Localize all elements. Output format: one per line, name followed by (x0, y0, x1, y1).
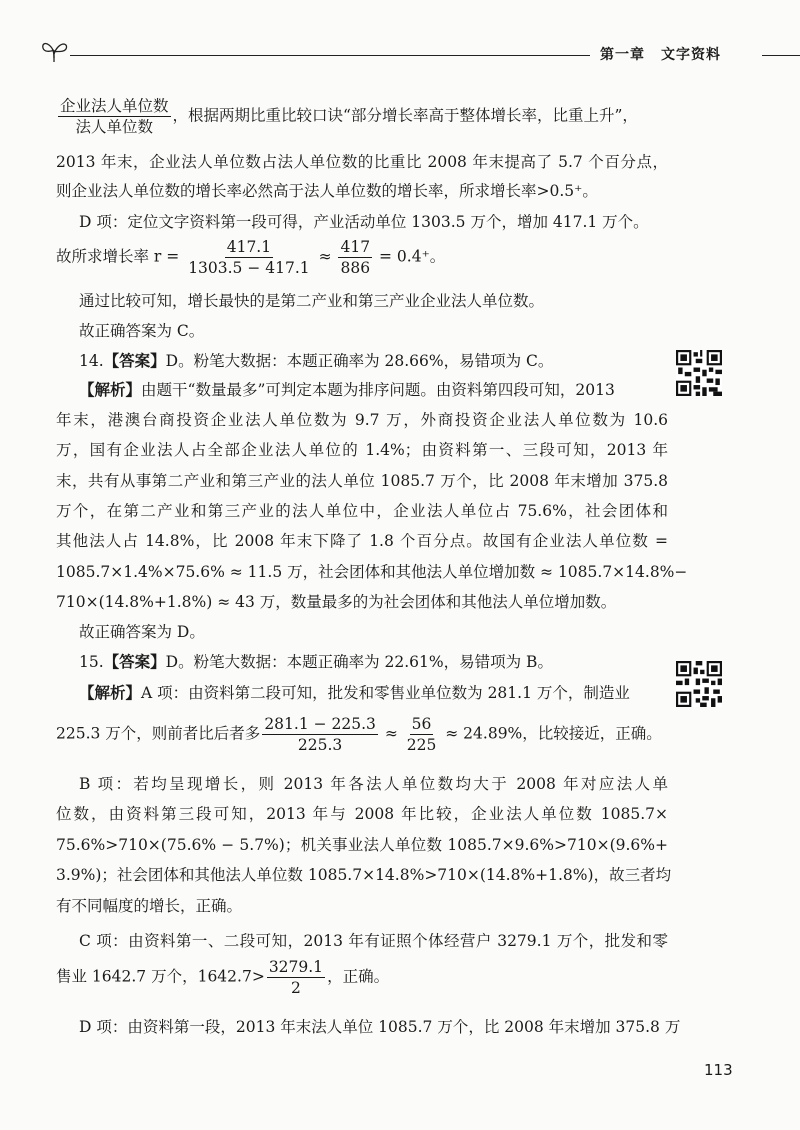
qr-code-icon (676, 350, 722, 396)
text-line: 则企业法人单位数的增长率必然高于法人单位数的增长率，所求增长率>0.5⁺。 (56, 182, 598, 200)
text-line: 位数，由资料第三段可知，2013 年与 2008 年比较，企业法人单位数 1085.7× (56, 805, 668, 823)
numerator: 281.1 − 225.3 (264, 715, 376, 733)
text-line: 3.9%)；社会团体和其他法人单位数 1085.7×14.8%>710×(14.8%+1.8%)，故三者均 (56, 866, 672, 884)
sprout-icon (40, 36, 70, 66)
chapter-label: 第一章 (600, 47, 645, 63)
fraction (262, 714, 378, 755)
fraction (186, 237, 311, 278)
denominator: 225.3 (297, 736, 343, 754)
page-number: 113 (704, 1061, 733, 1079)
analysis-tag: 【解析】 (79, 381, 142, 399)
text: = 0.4⁺。 (374, 247, 446, 266)
numerator: 3279.1 (268, 958, 324, 976)
text-line: 末，共有从事第二产业和第三产业的法人单位 1085.7 万个，比 2008 年末增加 375.8 (56, 472, 668, 490)
fraction (405, 714, 439, 755)
text-line: 年末，港澳台商投资企业法人单位数为 9.7 万，外商投资企业法人单位数为 10.6 (56, 411, 668, 429)
denominator: 886 (340, 259, 371, 277)
text-line: 1085.7×1.4%×75.6% ≈ 11.5 万，社会团体和其他法人单位增加数 ≈ 1085.7×14.8%− (56, 563, 688, 581)
formula-line (56, 957, 389, 998)
numerator: 56 (411, 715, 432, 733)
header-rule-left (70, 55, 590, 56)
numerator: 417 (340, 238, 371, 256)
text: ，根据两期比重比较口诀“部分增长率高于整体增长率，比重上升”， (172, 106, 638, 125)
numerator: 417.1 (226, 238, 272, 256)
question-number: 15. (79, 653, 104, 671)
text: A 项：由资料第二段可知，批发和零售业单位数为 281.1 万个，制造业 (141, 684, 630, 702)
text: D。粉笔大数据：本题正确率为 28.66%，易错项为 C。 (165, 352, 554, 370)
formula-line (56, 237, 445, 278)
qr-code-icon (676, 661, 722, 707)
text-line: 有不同幅度的增长，正确。 (56, 897, 243, 915)
text: ≈ 24.89%，比较接近，正确。 (440, 724, 662, 743)
denominator: 法人单位数 (75, 118, 154, 136)
denominator: 225 (406, 736, 437, 754)
text: ≈ (379, 724, 403, 743)
chapter-title (600, 44, 737, 64)
text-line: 万个，在第二产业和第三产业的法人单位中，企业法人单位占 75.6%，社会团体和 (56, 502, 668, 520)
answer-tag: 【答案】 (103, 352, 166, 370)
formula-line (56, 714, 662, 755)
text-line (56, 96, 638, 137)
analysis-tag: 【解析】 (79, 684, 142, 702)
fraction (338, 237, 372, 278)
denominator: 1303.5 − 417.1 (188, 259, 310, 277)
analysis-line (79, 379, 615, 401)
page-header (40, 36, 785, 66)
text: D。粉笔大数据：本题正确率为 22.61%，易错项为 B。 (165, 653, 553, 671)
text-line: 710×(14.8%+1.8%) ≈ 43 万，数量最多的为社会团体和其他法人单位增加数。 (56, 593, 617, 611)
text-line: 通过比较可知，增长最快的是第二产业和第三产业企业法人单位数。 (79, 292, 545, 310)
question-number: 14. (79, 352, 104, 370)
fraction (58, 96, 171, 137)
text-line: 75.6%>710×(75.6% − 5.7%)；机关事业法人单位数 1085.7×9.6%>710×(9.6%+ (56, 836, 668, 854)
answer-line (79, 350, 553, 372)
denominator: 2 (291, 979, 301, 997)
text-line: D 项：定位文字资料第一段可得，产业活动单位 1303.5 万个，增加 417.1 万个。 (79, 213, 649, 231)
text: ≈ (313, 247, 337, 266)
text-line: B 项：若均呈现增长，则 2013 年各法人单位数均大于 2008 年对应法人单 (79, 775, 668, 793)
text: 售业 1642.7 万个，1642.7> (56, 967, 265, 986)
text-line: 故正确答案为 C。 (79, 322, 205, 340)
text: 由题干“数量最多”可判定本题为排序问题。由资料第四段可知，2013 (141, 381, 615, 399)
fraction (267, 957, 325, 998)
header-rule-right (762, 55, 800, 56)
section-label: 文字资料 (661, 47, 721, 63)
text-line: C 项：由资料第一、二段可知，2013 年有证照个体经营户 3279.1 万个，批发和零 (79, 932, 668, 950)
answer-tag: 【答案】 (103, 653, 166, 671)
numerator: 企业法人单位数 (60, 97, 169, 115)
analysis-line (79, 682, 630, 704)
answer-line (79, 651, 553, 673)
text-line: 2013 年末，企业法人单位数占法人单位数的比重比 2008 年末提高了 5.7 个百分点， (56, 153, 668, 171)
text-line: 故正确答案为 D。 (79, 623, 205, 641)
text-line: 万，国有企业法人占全部企业法人单位的 1.4%；由资料第一、三段可知，2013 年 (56, 441, 668, 459)
text-line: D 项：由资料第一段，2013 年末法人单位 1085.7 万个，比 2008 年末增加 375.8 万 (79, 1018, 681, 1036)
text-line: 其他法人占 14.8%，比 2008 年末下降了 1.8 个百分点。故国有企业法人单位数 = (56, 532, 668, 550)
text: 故所求增长率 r = (56, 247, 185, 266)
text: 225.3 万个，则前者比后者多 (56, 724, 261, 743)
text: ，正确。 (327, 967, 390, 986)
